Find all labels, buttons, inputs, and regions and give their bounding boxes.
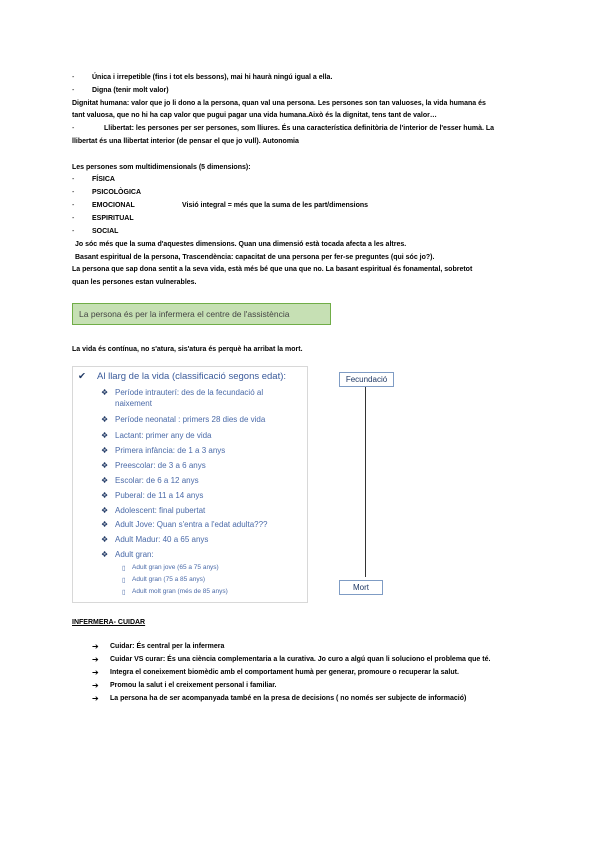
visio-integral: Visió integral = més que la suma de les part/dimensions <box>182 202 369 209</box>
life-stage-item: Adolescent: final pubertat <box>115 506 206 515</box>
dims-paragraph-3: La persona que sap dona sentit a la seva vida, està més bé que una que no. La basant espiritual és fonamental, sobretot <box>72 266 473 273</box>
life-stage-item: Període intrauterí: des de la fecundació al <box>115 388 264 397</box>
dash-bullet: - <box>72 202 75 209</box>
diamond-bullet-icon: ❖ <box>101 431 109 440</box>
dash-bullet: - <box>72 189 75 196</box>
cuidar-item: Promou la salut i el creixement personal i familiar. <box>110 682 277 689</box>
diamond-bullet-icon: ❖ <box>101 550 109 559</box>
diamond-bullet-icon: ❖ <box>101 520 109 529</box>
life-stage-item-cont: naixement <box>115 399 152 408</box>
square-bullet-icon: ▯ <box>122 577 126 584</box>
square-bullet-icon: ▯ <box>122 565 126 572</box>
diamond-bullet-icon: ❖ <box>101 415 109 424</box>
cuidar-item: Cuidar VS curar: És una ciència complementaria a la curativa. Jo curo a algú quan li soluciono el problema que té. <box>110 656 491 663</box>
diamond-bullet-icon: ❖ <box>101 476 109 485</box>
dims-paragraph-4: quan les persones estan vulnerables. <box>72 279 197 286</box>
dims-paragraph-2: Basant espiritual de la persona, Trascendència: capacitat de una persona per fer-se preguntes (qui sóc jo?). <box>75 254 435 261</box>
dash-bullet: - <box>72 228 75 235</box>
arrow-icon: ➔ <box>92 668 99 677</box>
dash-bullet: - <box>72 176 75 183</box>
adult-gran-subitem: Adult gran (75 a 85 anys) <box>132 576 205 583</box>
diamond-bullet-icon: ❖ <box>101 491 109 500</box>
dignitat-line-2: tant valuosa, que no hi ha cap valor que pugui pagar una vida humana.Això és la dignitat, tens tant de valor… <box>72 112 437 119</box>
life-stage-item: Lactant: primer any de vida <box>115 431 212 440</box>
adult-gran-subitem: Adult gran jove (65 a 75 anys) <box>132 564 219 571</box>
highlight-box <box>72 303 331 325</box>
dignitat-line-1: Dignitat humana: valor que jo li dono a la persona, quan val una persona. Les persones son tan valuoses, la vida humana és <box>72 100 486 107</box>
diamond-bullet-icon: ❖ <box>101 506 109 515</box>
digna-line: Digna (tenir molt valor) <box>92 87 169 94</box>
arrow-icon: ➔ <box>92 655 99 664</box>
dash-bullet: - <box>72 125 75 132</box>
dash-bullet: - <box>72 87 75 94</box>
adult-gran-subitem: Adult molt gran (més de 85 anys) <box>132 588 228 595</box>
cuidar-heading: INFERMERA- CUIDAR <box>72 619 146 626</box>
life-stage-item: Puberal: de 11 a 14 anys <box>115 491 204 500</box>
life-stage-item: Escolar: de 6 a 12 anys <box>115 476 199 485</box>
life-stage-item: Preescolar: de 3 a 6 anys <box>115 461 206 470</box>
dims-paragraph-1: Jo sóc més que la suma d'aquestes dimensions. Quan una dimensió està tocada afecta a les altres. <box>75 241 407 248</box>
diamond-bullet-icon: ❖ <box>101 535 109 544</box>
dim-item: SOCIAL <box>92 228 119 235</box>
cuidar-item: Cuidar: És central per la infermera <box>110 643 225 650</box>
dim-item: FÍSICA <box>92 176 115 183</box>
timeline-end-box: Mort <box>339 580 383 595</box>
arrow-icon: ➔ <box>92 642 99 651</box>
vida-continua-line: La vida és contínua, no s'atura, sis'atura és perquè ha arribat la mort. <box>72 346 303 353</box>
llibertat-line-2: llibertat és una llibertat interior (de pensar el que jo vull). Autonomia <box>72 138 299 145</box>
cuidar-item: Integra el coneixement biomèdic amb el comportament humà per generar, promoure o recuperar la salut. <box>110 669 459 676</box>
life-stage-item: Adult Madur: 40 a 65 anys <box>115 535 209 544</box>
arrow-icon: ➔ <box>92 694 99 703</box>
life-stage-item: Primera infància: de 1 a 3 anys <box>115 446 226 455</box>
highlight-box-text: La persona és per la infermera el centre de l'assistència <box>79 309 290 319</box>
diamond-bullet-icon: ❖ <box>101 461 109 470</box>
dash-bullet: - <box>72 74 75 81</box>
arrow-icon: ➔ <box>92 681 99 690</box>
timeline-line <box>365 387 366 577</box>
dim-item: EMOCIONAL <box>92 202 135 209</box>
diamond-bullet-icon: ❖ <box>101 388 109 397</box>
timeline-start-box: Fecundació <box>339 372 394 387</box>
dims-heading: Les persones som multidimensionals (5 dimensions): <box>72 164 251 171</box>
life-stage-item: Adult gran: <box>115 550 154 559</box>
cuidar-item: La persona ha de ser acompanyada també en la presa de decisions ( no només ser subjecte de informació) <box>110 695 467 702</box>
dim-item: PSICOLÒGICA <box>92 189 142 196</box>
square-bullet-icon: ▯ <box>122 589 126 596</box>
dim-item: ESPIRITUAL <box>92 215 134 222</box>
diamond-bullet-icon: ❖ <box>101 446 109 455</box>
check-icon: ✔ <box>78 371 86 382</box>
unica-line: Única i irrepetible (fins i tot els bessons), mai hi haurà ningú igual a ella. <box>92 74 333 81</box>
life-stage-item: Adult Jove: Quan s'entra a l'edat adulta??? <box>115 520 268 529</box>
life-stages-heading: Al llarg de la vida (classificació segons edat): <box>97 371 287 382</box>
llibertat-line-1: Llibertat: les persones per ser persones, som lliures. És una característica definitòria de l'interior de l'esser humà. La <box>104 125 495 132</box>
dash-bullet: - <box>72 215 75 222</box>
life-stage-item: Període neonatal : primers 28 dies de vida <box>115 415 266 424</box>
